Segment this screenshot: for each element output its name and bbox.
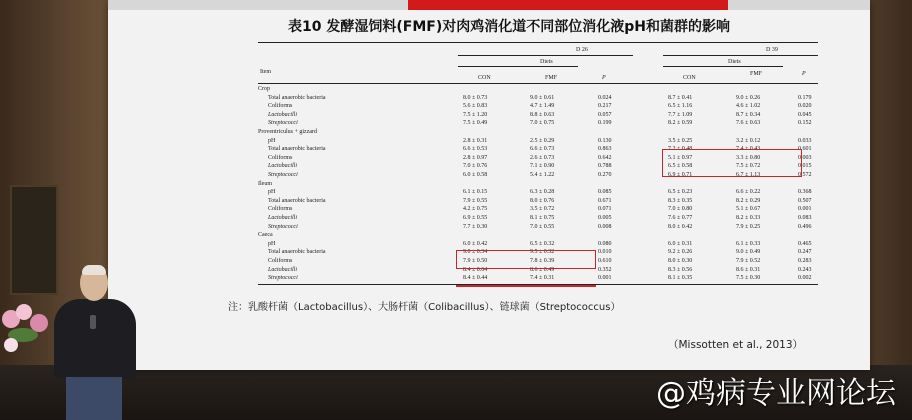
row-label: Coliforms [268, 206, 293, 213]
d39-con-value: 8.0 ± 0.42 [668, 223, 693, 230]
data-table [258, 40, 818, 285]
table-row [258, 94, 818, 103]
row-label: Coliforms [268, 258, 293, 264]
d26-con-value: 6.0 ± 0.58 [463, 172, 488, 178]
section-label: Proventriculus + gizzard [258, 129, 318, 135]
d26-con-value: 2.8 ± 0.31 [463, 137, 488, 144]
d26-con-value: 9.0 ± 0.34 [463, 249, 488, 256]
row-label: Coliforms [268, 103, 293, 110]
d39-fmf-value: 7.9 ± 0.52 [736, 258, 761, 264]
microphone-icon [90, 315, 96, 329]
row-label: Streptococci [268, 223, 298, 230]
header-d39-rule [663, 55, 818, 56]
row-label: Streptococci [268, 120, 298, 127]
table-title: 表10 发酵湿饲料(FMF)对肉鸡消化道不同部位消化液pH和菌群的影响 [288, 19, 730, 35]
row-label: Total anaerobic bacteria [268, 197, 326, 204]
d26-p-value: 0.788 [598, 163, 612, 170]
d26-fmf-value: 2.6 ± 0.73 [530, 154, 555, 161]
d39-con-value: 5.1 ± 0.97 [668, 154, 693, 161]
row-label: Lactobacilli [268, 163, 297, 170]
presentation-slide [108, 0, 870, 370]
d39-p-value: 0.152 [798, 120, 812, 127]
highlight-box-ileum-d26 [456, 250, 596, 269]
highlight-box-caeca-d26-marker [456, 285, 596, 287]
d39-p-value: 0.015 [798, 163, 812, 170]
d26-con-value: 4.2 ± 0.75 [463, 206, 488, 213]
d26-con-value: 8.4 ± 0.44 [463, 275, 488, 282]
d39-fmf-value: 7.5 ± 0.72 [736, 163, 761, 170]
d26-fmf-value: 9.5 ± 0.32 [530, 249, 555, 256]
d26-fmf-value: 8.6 ± 0.49 [530, 266, 555, 273]
d26-fmf-value: 7.4 ± 0.31 [530, 275, 555, 282]
d39-p-value: 0.465 [798, 240, 812, 247]
d26-fmf-value: 2.5 ± 0.29 [530, 137, 555, 144]
row-label: Streptococci [268, 172, 298, 178]
d39-fmf-value: 6.7 ± 1.13 [736, 172, 761, 178]
d26-fmf-value: 6.6 ± 0.73 [530, 146, 555, 153]
d26-p-value: 0.270 [598, 172, 612, 178]
table-row [258, 188, 818, 197]
d39-p-value: 0.601 [798, 146, 812, 153]
header-diets-d39-rule [663, 66, 783, 67]
d39-fmf-value: 7.5 ± 0.30 [736, 275, 761, 282]
d39-fmf-value: 6.1 ± 0.33 [736, 240, 761, 247]
d39-con-value: 8.7 ± 0.41 [668, 94, 693, 101]
header-d39-con: CON [683, 75, 696, 81]
d39-con-value: 8.2 ± 0.59 [668, 120, 693, 127]
d39-fmf-value: 3.3 ± 0.80 [736, 154, 761, 161]
d39-p-value: 0.033 [798, 137, 812, 144]
header-d39-fmf: FMF [750, 71, 763, 77]
d39-con-value: 6.5 ± 0.58 [668, 163, 693, 170]
presenter-hair [82, 265, 106, 275]
flower-icon [4, 338, 18, 352]
table-row [258, 197, 818, 206]
slide-accent-bar [408, 0, 728, 10]
d39-con-value: 8.3 ± 0.35 [668, 197, 693, 204]
d26-con-value: 6.6 ± 0.53 [463, 146, 488, 153]
d26-con-value: 7.7 ± 0.30 [463, 223, 488, 230]
d26-fmf-value: 7.0 ± 0.75 [530, 120, 555, 127]
d26-p-value: 0.352 [598, 266, 612, 273]
d26-fmf-value: 6.5 ± 0.32 [530, 240, 555, 247]
d26-fmf-value: 5.4 ± 1.22 [530, 172, 555, 178]
d39-p-value: 0.002 [798, 275, 812, 282]
d39-p-value: 0.003 [798, 154, 812, 161]
d39-fmf-value: 8.7 ± 0.34 [736, 111, 761, 118]
section-row [258, 128, 818, 137]
d39-fmf-value: 7.4 ± 0.43 [736, 146, 761, 153]
d26-fmf-value: 7.0 ± 0.55 [530, 223, 555, 230]
flower-arrangement [0, 300, 60, 380]
d26-con-value: 7.5 ± 0.49 [463, 120, 488, 127]
row-label: Coliforms [268, 154, 293, 161]
d39-fmf-value: 8.6 ± 0.31 [736, 266, 761, 273]
header-d39-p: P [802, 71, 806, 77]
table-top-rule [258, 42, 818, 43]
section-row [258, 85, 818, 94]
d39-con-value: 8.0 ± 0.30 [668, 258, 693, 264]
d39-p-value: 0.243 [798, 266, 812, 273]
row-label: Total anaerobic bacteria [268, 146, 326, 153]
d39-con-value: 9.2 ± 0.26 [668, 249, 693, 256]
d39-p-value: 0.507 [798, 197, 812, 204]
d26-con-value: 7.9 ± 0.50 [463, 258, 488, 264]
table-row [258, 223, 818, 232]
table-row [258, 119, 818, 128]
d39-con-value: 6.0 ± 0.31 [668, 240, 693, 247]
d39-p-value: 0.020 [798, 103, 812, 110]
section-label: Ileum [258, 180, 272, 187]
header-item: Item [260, 69, 271, 75]
header-bottom-rule [258, 83, 818, 84]
d39-p-value: 0.368 [798, 189, 812, 196]
d39-con-value: 7.6 ± 0.77 [668, 215, 693, 221]
header-d26-p: P [602, 75, 606, 81]
table-row [258, 214, 818, 223]
d26-con-value: 2.8 ± 0.97 [463, 154, 488, 161]
d39-fmf-value: 7.9 ± 0.25 [736, 223, 761, 230]
header-diets-d26-rule [458, 66, 578, 67]
table-row [258, 240, 818, 249]
header-diets-d26: Diets [540, 59, 553, 65]
row-label: Lactobacilli [268, 266, 297, 273]
d39-fmf-value: 3.2 ± 0.12 [736, 137, 761, 144]
table-row [258, 205, 818, 214]
d26-p-value: 0.080 [598, 240, 612, 247]
header-d26-con: CON [478, 75, 491, 81]
header-d26-rule [458, 55, 633, 56]
d26-p-value: 0.610 [598, 258, 612, 264]
d26-fmf-value: 3.5 ± 0.72 [530, 206, 555, 213]
d39-fmf-value: 7.6 ± 0.63 [736, 120, 761, 127]
d39-con-value: 8.1 ± 0.35 [668, 275, 693, 282]
d26-con-value: 7.0 ± 0.76 [463, 163, 488, 170]
d26-p-value: 0.217 [598, 103, 612, 110]
presenter-legs [66, 377, 122, 420]
d26-con-value: 6.1 ± 0.15 [463, 189, 488, 196]
d39-p-value: 0.283 [798, 258, 812, 264]
d26-fmf-value: 9.0 ± 0.61 [530, 94, 555, 101]
presenter [50, 265, 140, 420]
d26-con-value: 6.9 ± 0.55 [463, 215, 488, 221]
d26-fmf-value: 7.8 ± 0.39 [530, 258, 555, 264]
d26-p-value: 0.010 [598, 249, 612, 256]
d26-fmf-value: 4.7 ± 1.49 [530, 103, 555, 110]
row-label: Streptococci [268, 275, 298, 282]
d39-con-value: 3.5 ± 0.25 [668, 137, 693, 144]
d26-con-value: 7.5 ± 1.20 [463, 111, 488, 118]
d39-con-value: 7.2 ± 0.48 [668, 146, 693, 153]
forum-watermark: @鸡病专业网论坛 [656, 376, 896, 411]
d26-p-value: 0.071 [598, 206, 612, 213]
citation: （Missotten et al., 2013） [668, 339, 804, 351]
section-label: Caeca [258, 232, 273, 239]
d26-con-value: 8.0 ± 0.73 [463, 94, 488, 101]
d26-p-value: 0.024 [598, 94, 612, 101]
d26-con-value: 8.4 ± 0.64 [463, 266, 488, 273]
section-row [258, 180, 818, 189]
d26-fmf-value: 6.3 ± 0.28 [530, 189, 555, 196]
header-diets-d39: Diets [728, 59, 741, 65]
table-row [258, 274, 818, 283]
d39-p-value: 0.045 [798, 111, 812, 118]
d39-fmf-value: 9.0 ± 0.26 [736, 94, 761, 101]
d26-p-value: 0.642 [598, 154, 612, 161]
row-label: pH [268, 240, 276, 247]
section-row [258, 231, 818, 240]
d26-p-value: 0.130 [598, 137, 612, 144]
d26-fmf-value: 8.0 ± 0.76 [530, 197, 555, 204]
d26-con-value: 6.0 ± 0.42 [463, 240, 488, 247]
d39-fmf-value: 8.2 ± 0.29 [736, 197, 761, 204]
row-label: Total anaerobic bacteria [268, 94, 326, 101]
d26-fmf-value: 7.1 ± 0.90 [530, 163, 555, 170]
d26-fmf-value: 8.8 ± 0.63 [530, 111, 555, 118]
d39-con-value: 6.5 ± 0.23 [668, 189, 693, 196]
row-label: Total anaerobic bacteria [268, 249, 326, 256]
d39-p-value: 0.001 [798, 206, 812, 213]
presenter-torso [54, 299, 136, 379]
d39-p-value: 0.247 [798, 249, 812, 256]
header-d39: D 39 [766, 47, 778, 53]
table-row [258, 137, 818, 146]
d26-con-value: 5.6 ± 0.83 [463, 103, 488, 110]
header-d26-fmf: FMF [545, 75, 558, 81]
row-label: pH [268, 137, 276, 144]
d39-fmf-value: 6.6 ± 0.22 [736, 189, 761, 196]
d39-con-value: 7.0 ± 0.80 [668, 206, 693, 213]
row-label: Lactobacilli [268, 215, 297, 221]
d26-p-value: 0.085 [598, 189, 612, 196]
d39-con-value: 6.5 ± 1.16 [668, 103, 693, 110]
d39-p-value: 0.083 [798, 215, 812, 221]
d39-con-value: 6.9 ± 0.71 [668, 172, 693, 178]
d26-p-value: 0.008 [598, 223, 612, 230]
table-row [258, 102, 818, 111]
d26-p-value: 0.005 [598, 215, 612, 221]
header-d26: D 26 [576, 47, 588, 53]
d39-con-value: 8.3 ± 0.56 [668, 266, 693, 273]
d39-p-value: 0.179 [798, 94, 812, 101]
section-label: Crop [258, 86, 270, 92]
d26-con-value: 7.9 ± 0.55 [463, 197, 488, 204]
d26-p-value: 0.199 [598, 120, 612, 127]
d26-fmf-value: 8.1 ± 0.75 [530, 215, 555, 221]
d26-p-value: 0.057 [598, 111, 612, 118]
row-label: Lactobacilli [268, 111, 297, 118]
flower-icon [16, 304, 32, 320]
d39-fmf-value: 8.2 ± 0.33 [736, 215, 761, 221]
highlight-box-gizzard-d39 [662, 149, 802, 177]
d39-fmf-value: 5.1 ± 0.67 [736, 206, 761, 213]
table-row [258, 111, 818, 120]
d39-p-value: 0.572 [798, 172, 812, 178]
d39-fmf-value: 9.0 ± 0.49 [736, 249, 761, 256]
d26-p-value: 0.671 [598, 197, 612, 204]
table-note: 注：乳酸杆菌（Lactobacillus）、大肠杆菌（Colibacillus）、链球菌（Streptococcus） [228, 302, 621, 313]
row-label: pH [268, 189, 276, 196]
d39-p-value: 0.496 [798, 223, 812, 230]
d39-fmf-value: 4.6 ± 1.02 [736, 103, 761, 110]
d26-p-value: 0.001 [598, 275, 612, 282]
d26-p-value: 0.863 [598, 146, 612, 153]
d39-con-value: 7.7 ± 1.09 [668, 111, 693, 118]
